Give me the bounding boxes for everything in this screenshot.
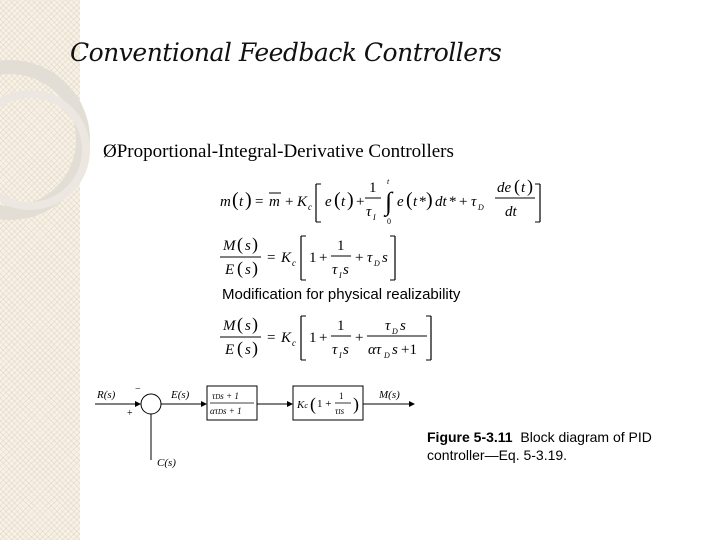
svg-text:(: ( [406,189,413,211]
signal-feedback: C(s) [157,457,176,469]
svg-text:0: 0 [387,217,391,226]
svg-text:de: de [497,180,512,196]
svg-text:I: I [373,213,376,222]
pid-block-diagram [95,380,415,470]
svg-text:t: t [387,177,390,186]
svg-text:(: ( [237,234,243,254]
svg-text:1: 1 [339,391,344,401]
summing-junction [141,394,161,414]
svg-text:s: s [245,238,251,254]
svg-text:c: c [308,202,312,212]
figure-caption [427,428,652,464]
svg-text:e: e [325,194,332,210]
equation-time-domain [220,176,540,226]
svg-text:E: E [225,342,235,358]
svg-text:D: D [392,327,398,336]
svg-text:1: 1 [309,250,317,266]
svg-text:(: ( [334,189,341,211]
plus-sign: + [127,408,133,419]
svg-text:): ) [353,394,359,414]
svg-text:1: 1 [337,318,345,334]
svg-text:c: c [292,258,296,268]
svg-text:τIs: τIs [335,406,345,416]
svg-text:Kc: Kc [297,399,308,411]
svg-text:1: 1 [337,238,345,254]
svg-text:(: ( [232,189,239,211]
svg-text:ατDs + 1: ατDs + 1 [210,406,242,416]
svg-text:m: m [220,194,231,210]
svg-text:+: + [319,250,328,266]
signal-output: M(s) [379,389,400,401]
svg-text:t: t [521,180,526,196]
svg-text:∫: ∫ [385,187,393,216]
svg-text:): ) [252,314,258,334]
svg-text:1: 1 [369,180,377,196]
svg-text:t: t [413,194,418,210]
svg-text:(: ( [237,314,243,334]
svg-text:e: e [397,194,404,210]
svg-text:t: t [239,194,244,210]
svg-text:+1: +1 [401,342,417,358]
svg-text:(: ( [237,338,243,358]
svg-text:): ) [527,176,533,196]
svg-text:m: m [269,194,280,210]
svg-text:E: E [225,262,235,278]
svg-text:(: ( [514,176,520,196]
svg-text:*: * [449,194,457,210]
bullet-item [103,141,454,163]
svg-text:1: 1 [309,330,317,346]
svg-text:s: s [382,250,388,266]
svg-text:(: ( [310,394,316,414]
svg-text:K: K [281,250,292,266]
figure-label: Figure 5-3.11 [427,429,513,445]
caption-line1: Block diagram of PID [520,429,652,445]
svg-text:dt: dt [505,204,517,220]
svg-text:+: + [285,194,294,210]
signal-setpoint: R(s) [97,389,116,401]
svg-text:M: M [223,238,236,254]
svg-text:1 +: 1 + [317,398,332,410]
caption-line2: controller—Eq. 5-3.19. [427,447,568,463]
svg-text:τDs + 1: τDs + 1 [212,391,239,401]
svg-text:D: D [374,259,380,268]
svg-text:): ) [426,189,433,211]
svg-text:s: s [392,342,398,358]
svg-text:τ: τ [367,250,373,266]
svg-text:τ: τ [332,342,338,358]
equation-realizable [220,314,431,360]
svg-text:D: D [384,351,390,360]
svg-text:s: s [343,342,349,358]
svg-text:): ) [347,189,354,211]
svg-text:I: I [339,271,342,280]
svg-text:s: s [245,342,251,358]
svg-text:s: s [343,262,349,278]
slide-title: Conventional Feedback Controllers [70,38,502,67]
svg-text:τ: τ [332,262,338,278]
svg-text:s: s [245,262,251,278]
svg-text:c: c [292,338,296,348]
svg-text:M: M [223,318,236,334]
svg-text:): ) [252,234,258,254]
svg-text:=: = [255,194,264,210]
modification-note: Modification for physical realizability [222,286,461,303]
svg-text:+: + [356,194,365,210]
svg-text:+: + [459,194,468,210]
svg-text:+: + [355,250,364,266]
pid-equations [215,170,555,370]
svg-text:τ: τ [366,204,372,220]
svg-text:=: = [267,330,276,346]
svg-text:dt: dt [435,194,447,210]
svg-text:(: ( [237,258,243,278]
svg-text:D: D [478,203,484,212]
minus-sign: − [135,384,141,395]
svg-text:ατ: ατ [368,342,382,358]
svg-text:s: s [245,318,251,334]
equation-transfer-function [220,234,395,280]
svg-text:τ: τ [471,194,477,210]
svg-text:t: t [341,194,346,210]
signal-error: E(s) [171,389,190,401]
svg-text:s: s [400,318,406,334]
svg-text:+: + [319,330,328,346]
svg-text:): ) [245,189,252,211]
svg-text:=: = [267,250,276,266]
svg-text:K: K [281,330,292,346]
svg-text:+: + [355,330,364,346]
svg-text:I: I [339,351,342,360]
bullet-text: Proportional-Integral-Derivative Controllers [116,141,454,162]
svg-text:*: * [419,194,427,210]
svg-text:): ) [252,338,258,358]
svg-text:): ) [252,258,258,278]
svg-text:K: K [297,194,308,210]
bullet-arrow-icon: Ø [103,141,117,162]
svg-text:τ: τ [385,318,391,334]
decorative-sidebar [0,0,80,540]
